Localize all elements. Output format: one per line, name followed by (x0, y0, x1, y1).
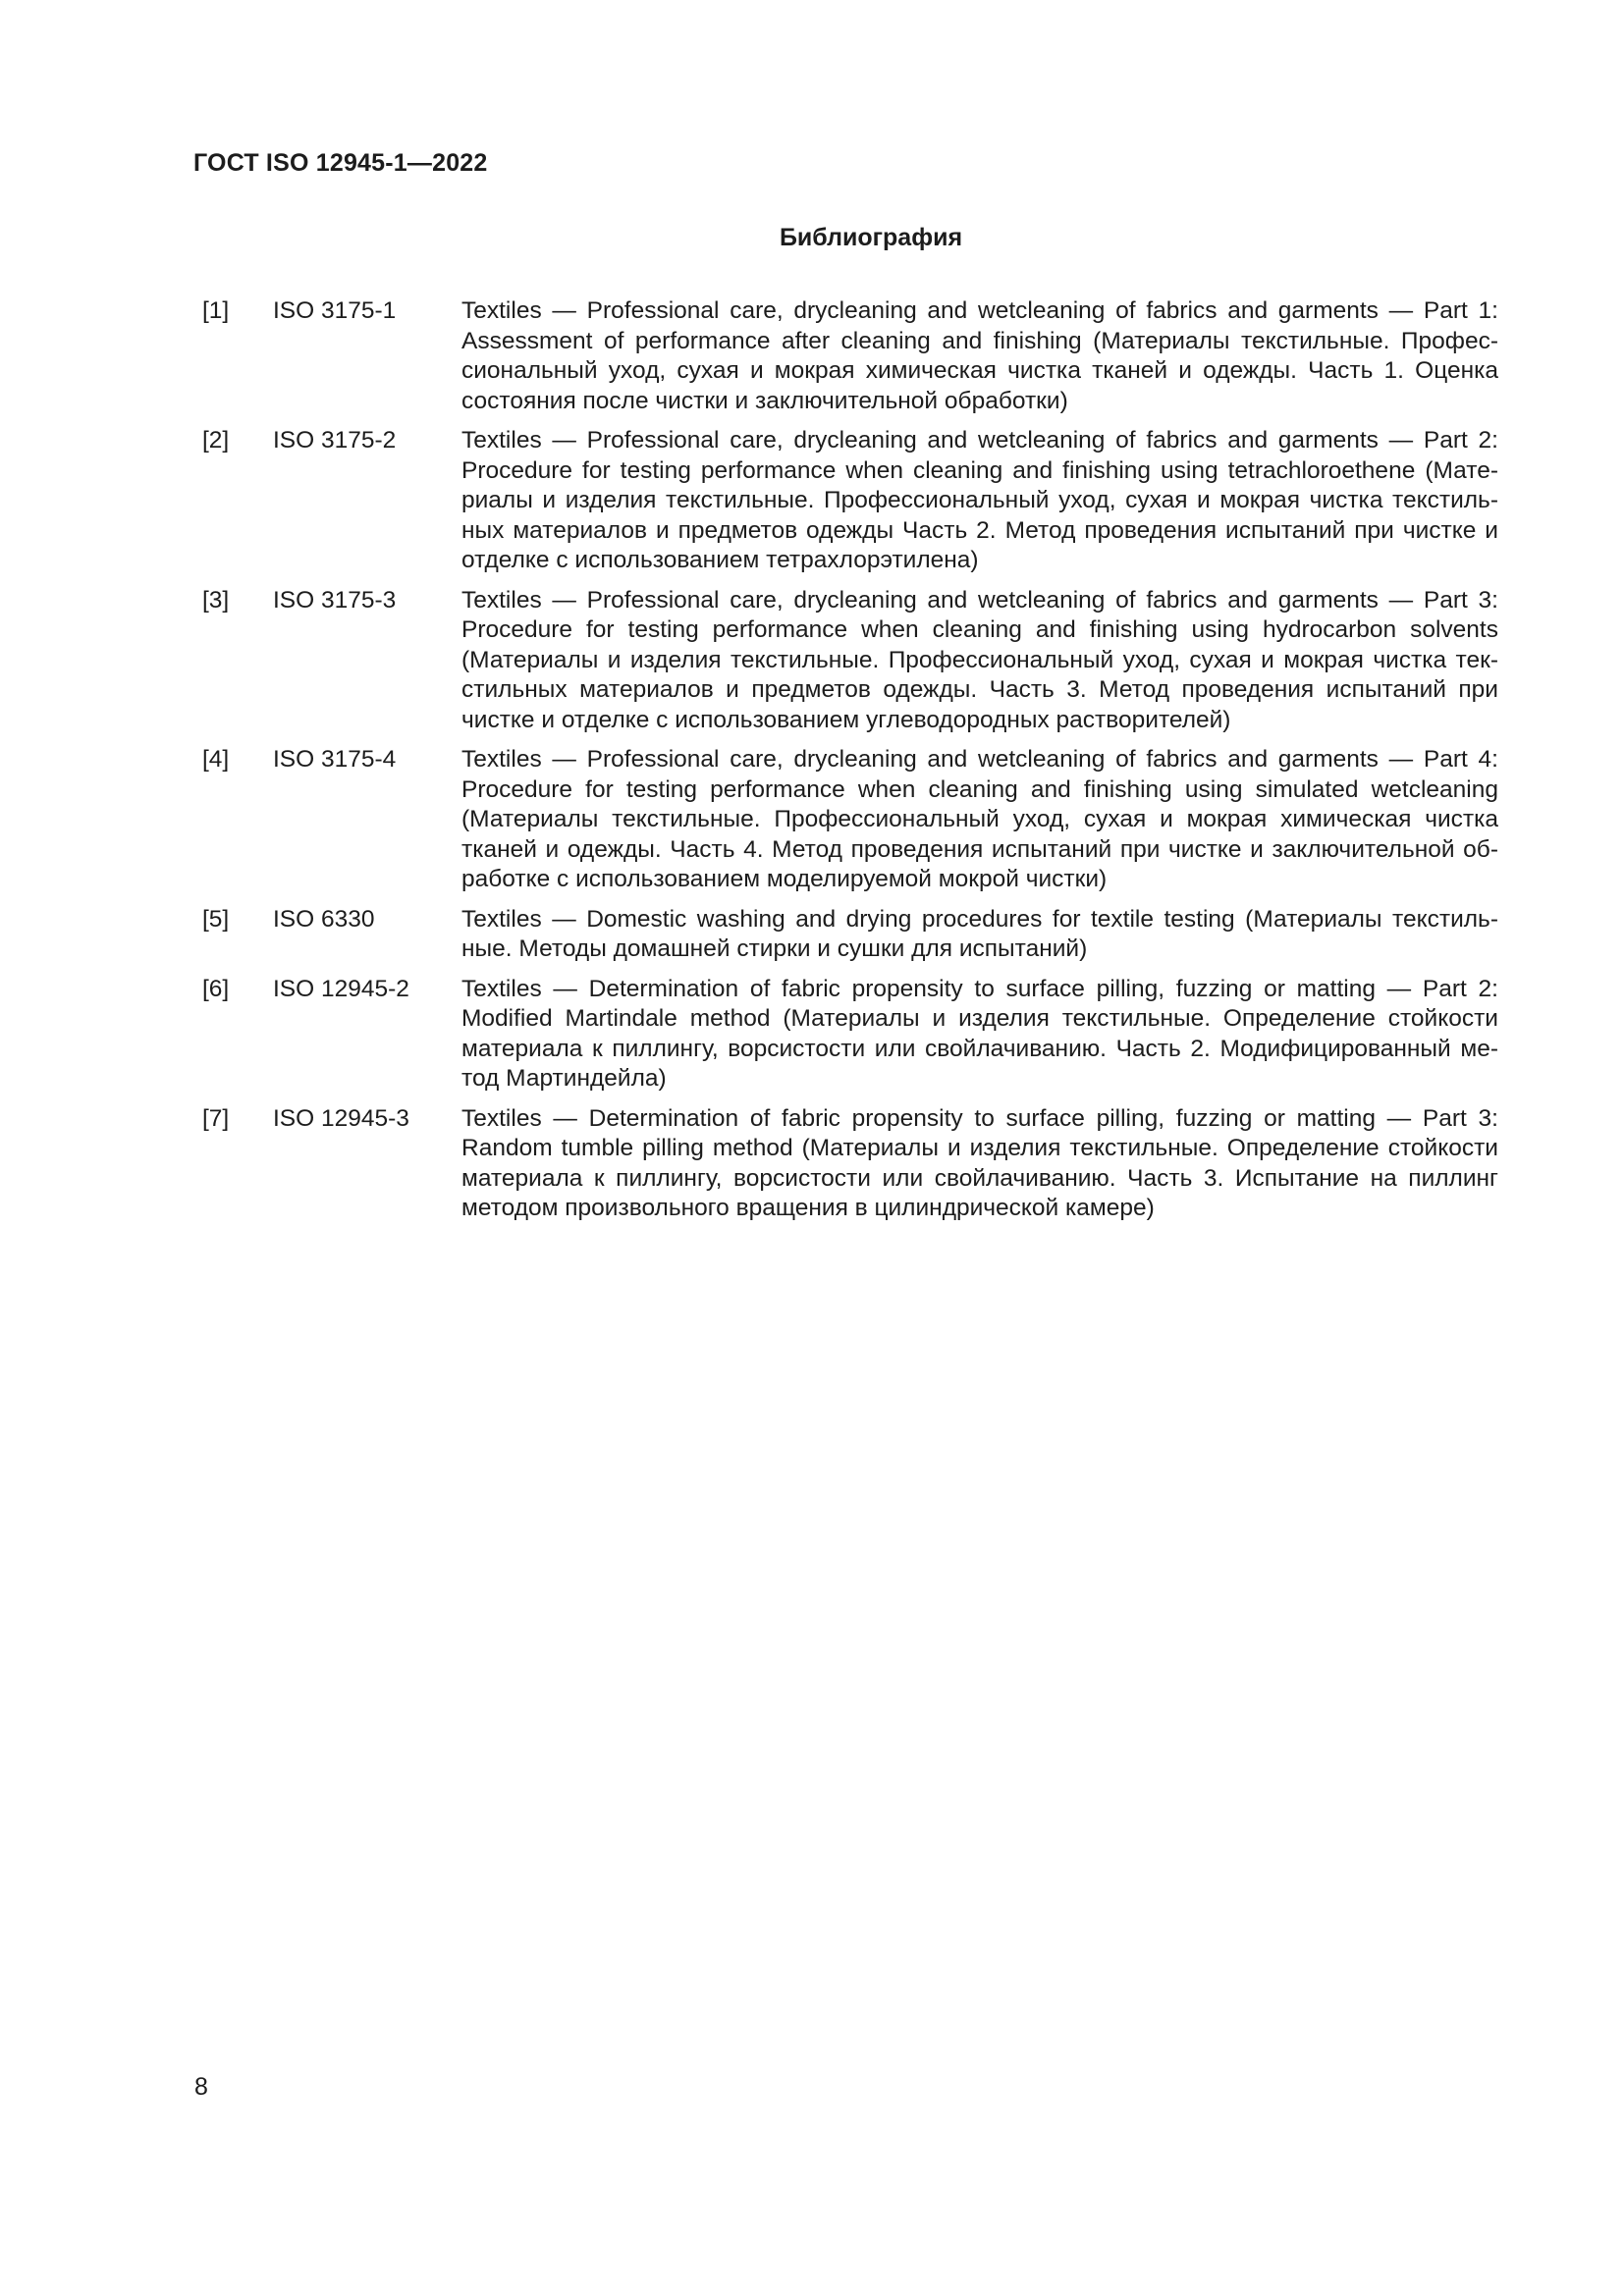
bibliography-entry (202, 586, 1498, 736)
entry-code: ISO 3175-4 (273, 746, 397, 773)
entry-text: Textiles — Determination of fabric propensity to surface pilling, fuzzing or matting — Part 3: Random tumble pilling method (Материалы и изделия текстильные. Определение стойкости материала к пиллингу, ворсистости или свойлачиванию. Часть 3. Испытание на пиллинг методом произвольного вращения в цилиндрической камере) (461, 1104, 1498, 1221)
entry-text: Textiles — Professional care, drycleaning and wetcleaning of fabrics and garments — Part 3: Procedure for testing performance when cleaning and finishing using hydrocarbon solvents (Материалы и изделия текстильные. Профессиональный уход, сухая и мокрая чистка текстильных материалов и предметов одежды. Часть 3. Метод проведения испытаний при чистке и отделке с использованием углеводородных растворителей) (461, 586, 1498, 733)
bibliography-entry (202, 975, 1498, 1095)
entry-code: ISO 12945-2 (273, 975, 409, 1002)
entry-number: [7] (202, 1104, 230, 1132)
page-number: 8 (194, 2073, 208, 2101)
bibliography-entry (202, 1104, 1498, 1224)
entry-number: [5] (202, 905, 230, 933)
section-title: Библиография (779, 224, 963, 251)
entry-number: [4] (202, 746, 230, 773)
bibliography-entry (202, 745, 1498, 895)
entry-number: [3] (202, 586, 230, 614)
entry-number: [1] (202, 297, 230, 324)
entry-text: Textiles — Professional care, drycleaning and wetcleaning of fabrics and garments — Part 1: Assessment of performance after cleaning and finishing (Материалы текстильные. Профессиональный уход, сухая и мокрая химическая чистка тканей и одежды. Часть 1. Оценка состояния после чистки и заключительной обработки) (461, 297, 1498, 414)
entry-text: Textiles — Professional care, drycleaning and wetcleaning of fabrics and garments — Part 4: Procedure for testing performance when cleaning and finishing using simulated wetcleaning (Материалы текстильные. Профессиональный уход, сухая и мокрая химическая чистка тканей и одежды. Часть 4. Метод проведения испытаний при чистке и заключительной обработке с использованием моделируемой мокрой чистки) (461, 746, 1498, 892)
bibliography-list (202, 296, 1498, 1234)
entry-code: ISO 12945-3 (273, 1104, 409, 1132)
entry-code: ISO 3175-3 (273, 586, 397, 614)
entry-text: Textiles — Determination of fabric propensity to surface pilling, fuzzing or matting — Part 2: Modified Martindale method (Материалы и изделия текстильные. Определение стойкости материала к пиллингу, ворсистости или свойлачиванию. Часть 2. Модифицированный метод Мартиндейла) (461, 975, 1498, 1092)
bibliography-entry (202, 426, 1498, 576)
bibliography-entry (202, 296, 1498, 416)
entry-number: [2] (202, 427, 230, 454)
bibliography-entry (202, 905, 1498, 965)
entry-number: [6] (202, 975, 230, 1002)
entry-text: Textiles — Professional care, drycleaning and wetcleaning of fabrics and garments — Part 2: Procedure for testing performance when cleaning and finishing using tetrachloroethene (Материалы и изделия текстильные. Профессиональный уход, сухая и мокрая чистка текстильных материалов и предметов одежды Часть 2. Метод проведения испытаний при чистке и отделке с использованием тетрахлорэтилена) (461, 427, 1498, 573)
entry-code: ISO 3175-2 (273, 427, 397, 454)
entry-code: ISO 3175-1 (273, 297, 397, 324)
document-header: ГОСТ ISO 12945-1—2022 (193, 149, 488, 177)
entry-text: Textiles — Domestic washing and drying procedures for textile testing (Материалы текстильные. Методы домашней стирки и сушки для испытаний) (461, 905, 1498, 962)
entry-code: ISO 6330 (273, 905, 375, 933)
